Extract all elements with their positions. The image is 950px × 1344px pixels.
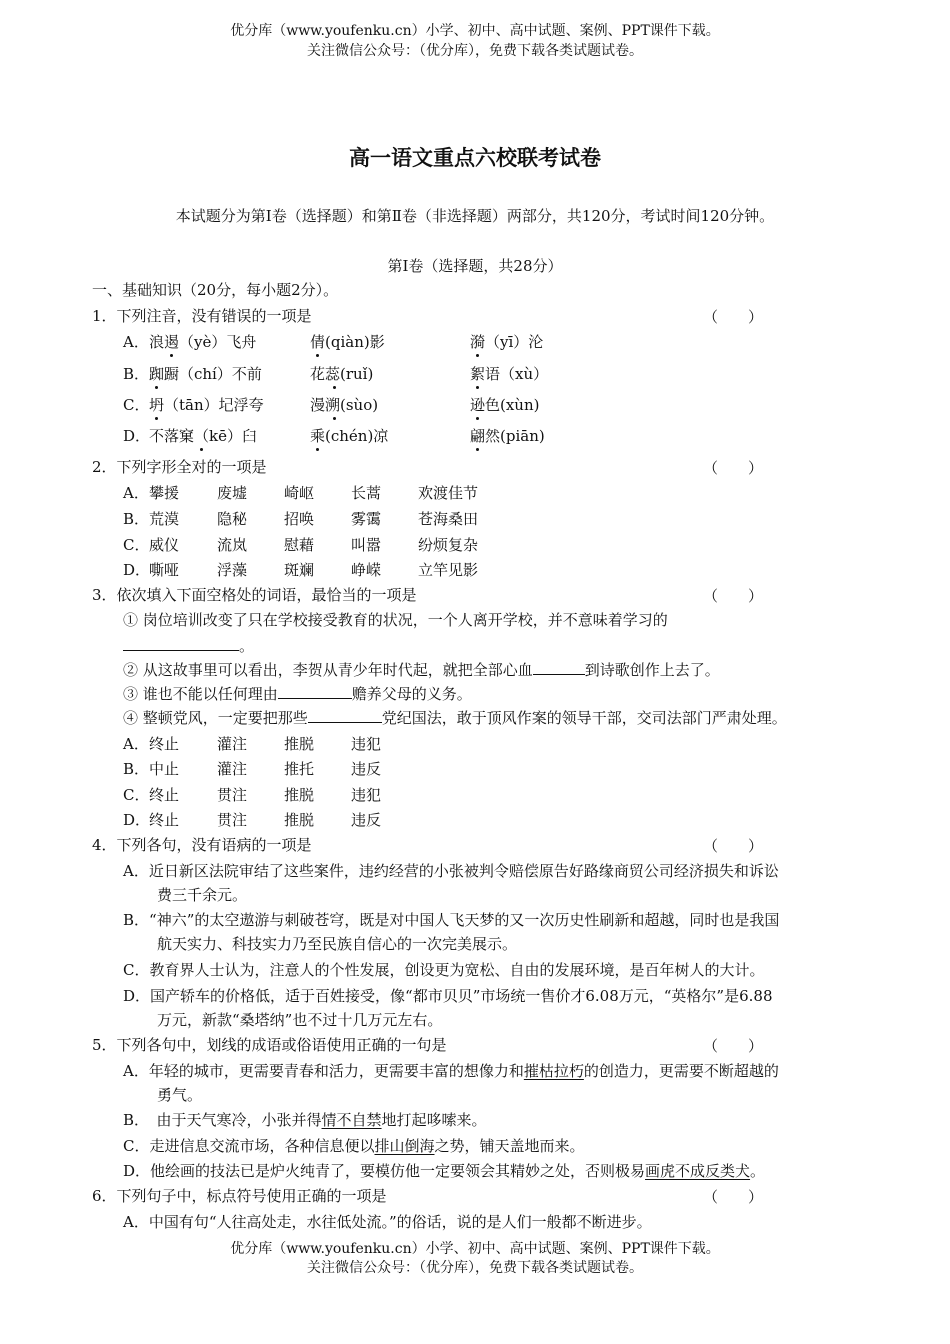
q1-option-a-c2: 倩(qiàn)影 [310, 333, 385, 351]
q3-option-label: B． [123, 760, 150, 778]
q2-word: 峥嵘 [351, 561, 382, 579]
underlined-idiom: 情不自禁 [321, 1111, 382, 1129]
q1-option-b-c1: 踟蹰（chí）不前 [149, 365, 262, 383]
emphasis-dot [316, 448, 319, 451]
q5-answer-paren: （ ） [703, 1037, 764, 1055]
q5-option-d-head: D．他绘画的技法已是炉火纯青了，要模仿他一定要领会其精妙之处，否则极易 [123, 1162, 646, 1180]
q3-sentence-3-tail: 赡养父母的义务。 [351, 685, 472, 703]
q2-word: 荒漠 [149, 510, 180, 528]
emphasis-dot [333, 386, 336, 389]
emphasis-dot [333, 417, 336, 420]
q1-option-a-label: A． [123, 333, 149, 351]
q2-word: 浮藻 [217, 561, 248, 579]
fill-blank [308, 708, 382, 723]
q3-sentence-4 [123, 708, 787, 728]
q2-word: 隐秘 [217, 510, 248, 528]
q3-word: 灌注 [217, 760, 248, 778]
footer-line-1: 优分库（www.youfenku.cn）小学、初中、高中试题、案例、PPT课件下载。 [230, 1241, 720, 1257]
q3-word: 违犯 [351, 786, 382, 804]
fill-blank [533, 660, 585, 675]
q1-option-c-label: C． [123, 396, 150, 414]
q5-option-a [123, 1061, 779, 1081]
q4-stem: 4．下列各句，没有语病的一项是 [92, 836, 312, 854]
q2-answer-paren: （ ） [703, 459, 764, 477]
q3-sentence-4-head: ④ 整顿党风，一定要把那些 [123, 709, 308, 727]
q3-word: 终止 [149, 735, 180, 753]
q1-option-a-c1: 浪遏（yè）飞舟 [149, 333, 257, 351]
q3-sentence-4-tail: 党纪国法，敢于顶风作案的领导干部，交司法部门严肃处理。 [381, 709, 787, 727]
q2-word: 嘶哑 [149, 561, 180, 579]
q3-sentence-3-head: ③ 谁也不能以任何理由 [123, 685, 278, 703]
q5-option-d-tail: 。 [750, 1162, 766, 1180]
q5-option-a-cont: 勇气。 [157, 1086, 203, 1104]
q2-word: 长蒿 [351, 484, 382, 502]
q1-answer-paren: （ ） [703, 308, 764, 326]
q3-sentence-3 [123, 684, 472, 704]
fill-blank [123, 636, 239, 651]
q1-stem: 1．下列注音，没有错误的一项是 [92, 307, 312, 325]
q2-word: 招唤 [284, 510, 315, 528]
q2-word: 纷烦复杂 [418, 536, 479, 554]
q5-option-b-tail: 地打起哆嗦来。 [381, 1111, 487, 1129]
q2-word: 立竿见影 [418, 561, 479, 579]
q2-word: 威仪 [149, 536, 180, 554]
q1-option-c-c1: 坍（tān）圮浮夸 [149, 396, 264, 414]
q3-option-label: C． [123, 786, 150, 804]
q6-answer-paren: （ ） [703, 1188, 764, 1206]
q4-option-b: B．“神六”的太空遨游与刺破苍穹，既是对中国人飞天梦的又一次历史性刷新和超越，同时也是我国 [123, 911, 780, 929]
q1-option-d-c2: 乘(chén)凉 [310, 427, 389, 445]
q5-option-d [123, 1161, 765, 1181]
q1-option-b-label: B． [123, 365, 150, 383]
underlined-idiom: 摧枯拉朽 [523, 1062, 584, 1080]
q3-sentence-2-tail: 到诗歌创作上去了。 [584, 661, 720, 679]
q3-word: 终止 [149, 811, 180, 829]
q5-option-c-tail: 之势，铺天盖地而来。 [434, 1137, 585, 1155]
q3-sentence-1: ① 岗位培训改变了只在学校接受教育的状况，一个人离开学校，并不意味着学习的 [123, 611, 668, 629]
emphasis-dot [476, 448, 479, 451]
q5-option-b [123, 1110, 487, 1130]
q2-word: 废墟 [217, 484, 248, 502]
q1-option-c-c2: 漫溯(sùo) [310, 396, 379, 414]
fill-blank [278, 684, 352, 699]
q2-option-label: A． [123, 484, 149, 502]
q3-option-label: A． [123, 735, 149, 753]
q2-word: 苍海桑田 [418, 510, 479, 528]
emphasis-dot [476, 417, 479, 420]
q3-answer-paren: （ ） [703, 587, 764, 605]
q3-stem: 3．依次填入下面空格处的词语，最恰当的一项是 [92, 586, 417, 604]
section1-heading: 一、基础知识（20分，每小题2分）。 [92, 281, 339, 299]
q3-sentence-2-head: ② 从这故事里可以看出，李贺从青少年时代起，就把全部心血 [123, 661, 533, 679]
emphasis-dot [170, 354, 173, 357]
q2-word: 慰藉 [284, 536, 315, 554]
q5-stem: 5．下列各句中，划线的成语或俗语使用正确的一句是 [92, 1036, 447, 1054]
q4-option-a-cont: 费三千余元。 [157, 886, 248, 904]
page-title: 高一语文重点六校联考试卷 [349, 146, 601, 170]
q1-option-d-c3: 翩然(piān) [470, 427, 545, 445]
q6-stem: 6．下列句子中，标点符号使用正确的一项是 [92, 1187, 387, 1205]
emphasis-dot [316, 354, 319, 357]
q3-sentence-2 [123, 660, 720, 680]
q3-word: 终止 [149, 786, 180, 804]
q2-word: 流岚 [217, 536, 248, 554]
q1-option-d-c1: 不落窠（kē）臼 [149, 427, 257, 445]
q2-word: 雾霭 [351, 510, 382, 528]
emphasis-dot [155, 417, 158, 420]
q3-word: 贯注 [217, 811, 248, 829]
q3-word: 推脱 [284, 811, 315, 829]
q3-word: 贯注 [217, 786, 248, 804]
q2-word: 攀援 [149, 484, 180, 502]
q2-word: 崎岖 [284, 484, 315, 502]
q3-word: 推脱 [284, 735, 315, 753]
emphasis-dot [476, 354, 479, 357]
q3-word: 违犯 [351, 735, 382, 753]
q1-option-b-c2: 花蕊(ruǐ) [310, 365, 374, 383]
q1-option-d-label: D． [123, 427, 151, 445]
q3-word: 灌注 [217, 735, 248, 753]
q2-word: 欢渡佳节 [418, 484, 479, 502]
q4-option-b-cont: 航天实力、科技实力乃至民族自信心的一次完美展示。 [157, 935, 518, 953]
q2-word: 斑斓 [284, 561, 315, 579]
part1-title: 第Ⅰ卷（选择题，共28分） [387, 257, 563, 275]
q3-sentence-1-tail: 。 [239, 637, 255, 655]
q3-word: 中止 [149, 760, 180, 778]
underlined-idiom: 排山倒海 [374, 1137, 435, 1155]
exam-intro: 本试题分为第Ⅰ卷（选择题）和第Ⅱ卷（非选择题）两部分，共120分，考试时间120分钟。 [175, 207, 775, 225]
q3-word: 推托 [284, 760, 315, 778]
header-line-1: 优分库（www.youfenku.cn）小学、初中、高中试题、案例、PPT课件下载。 [230, 23, 720, 39]
q1-option-b-c3: 絮语（xù） [470, 365, 549, 383]
q2-option-label: D． [123, 561, 151, 579]
footer-line-2: 关注微信公众号：（优分库），免费下载各类试题试卷。 [307, 1260, 643, 1276]
q5-option-c-head: C．走进信息交流市场，各种信息便以 [123, 1137, 375, 1155]
q6-option-a: A．中国有句“人往高处走，水往低处流。”的俗话，说的是人们一般都不断进步。 [123, 1213, 652, 1231]
q3-word: 违反 [351, 760, 382, 778]
emphasis-dot [476, 386, 479, 389]
q4-answer-paren: （ ） [703, 837, 764, 855]
emphasis-dot [200, 448, 203, 451]
q2-option-label: B． [123, 510, 150, 528]
q3-word: 违反 [351, 811, 382, 829]
q2-option-label: C． [123, 536, 150, 554]
q5-option-c [123, 1136, 585, 1156]
q3-word: 推脱 [284, 786, 315, 804]
q4-option-d: D．国产轿车的价格低，适于百姓接受，像“都市贝贝”市场统一售价才6.08万元，“英格尔”是6.88 [123, 987, 773, 1005]
q4-option-c: C．教育界人士认为，注意人的个性发展，创设更为宽松、自由的发展环境，是百年树人的大计。 [123, 961, 765, 979]
q2-word: 叫嚣 [351, 536, 382, 554]
q5-option-b-head: B． 由于天气寒冷，小张并得 [123, 1111, 322, 1129]
q4-option-a: A．近日新区法院审结了这些案件，违约经营的小张被判令赔偿原告好路缘商贸公司经济损失和诉讼 [123, 862, 779, 880]
q5-option-a-head: A．年轻的城市，更需要青春和活力，更需要丰富的想像力和 [123, 1062, 524, 1080]
q3-sentence-1-end [123, 636, 254, 656]
header-line-2: 关注微信公众号：（优分库），免费下载各类试题试卷。 [307, 43, 643, 59]
q5-option-a-tail: 的创造力，更需要不断超越的 [583, 1062, 779, 1080]
q2-stem: 2．下列字形全对的一项是 [92, 458, 267, 476]
q1-option-a-c3: 漪（yī）沦 [470, 333, 544, 351]
q1-option-c-c3: 逊色(xùn) [470, 396, 540, 414]
emphasis-dot [155, 386, 158, 389]
q3-option-label: D． [123, 811, 151, 829]
q4-option-d-cont: 万元，新款“桑塔纳”也不过十几万元左右。 [157, 1011, 443, 1029]
underlined-idiom: 画虎不成反类犬 [645, 1162, 751, 1180]
